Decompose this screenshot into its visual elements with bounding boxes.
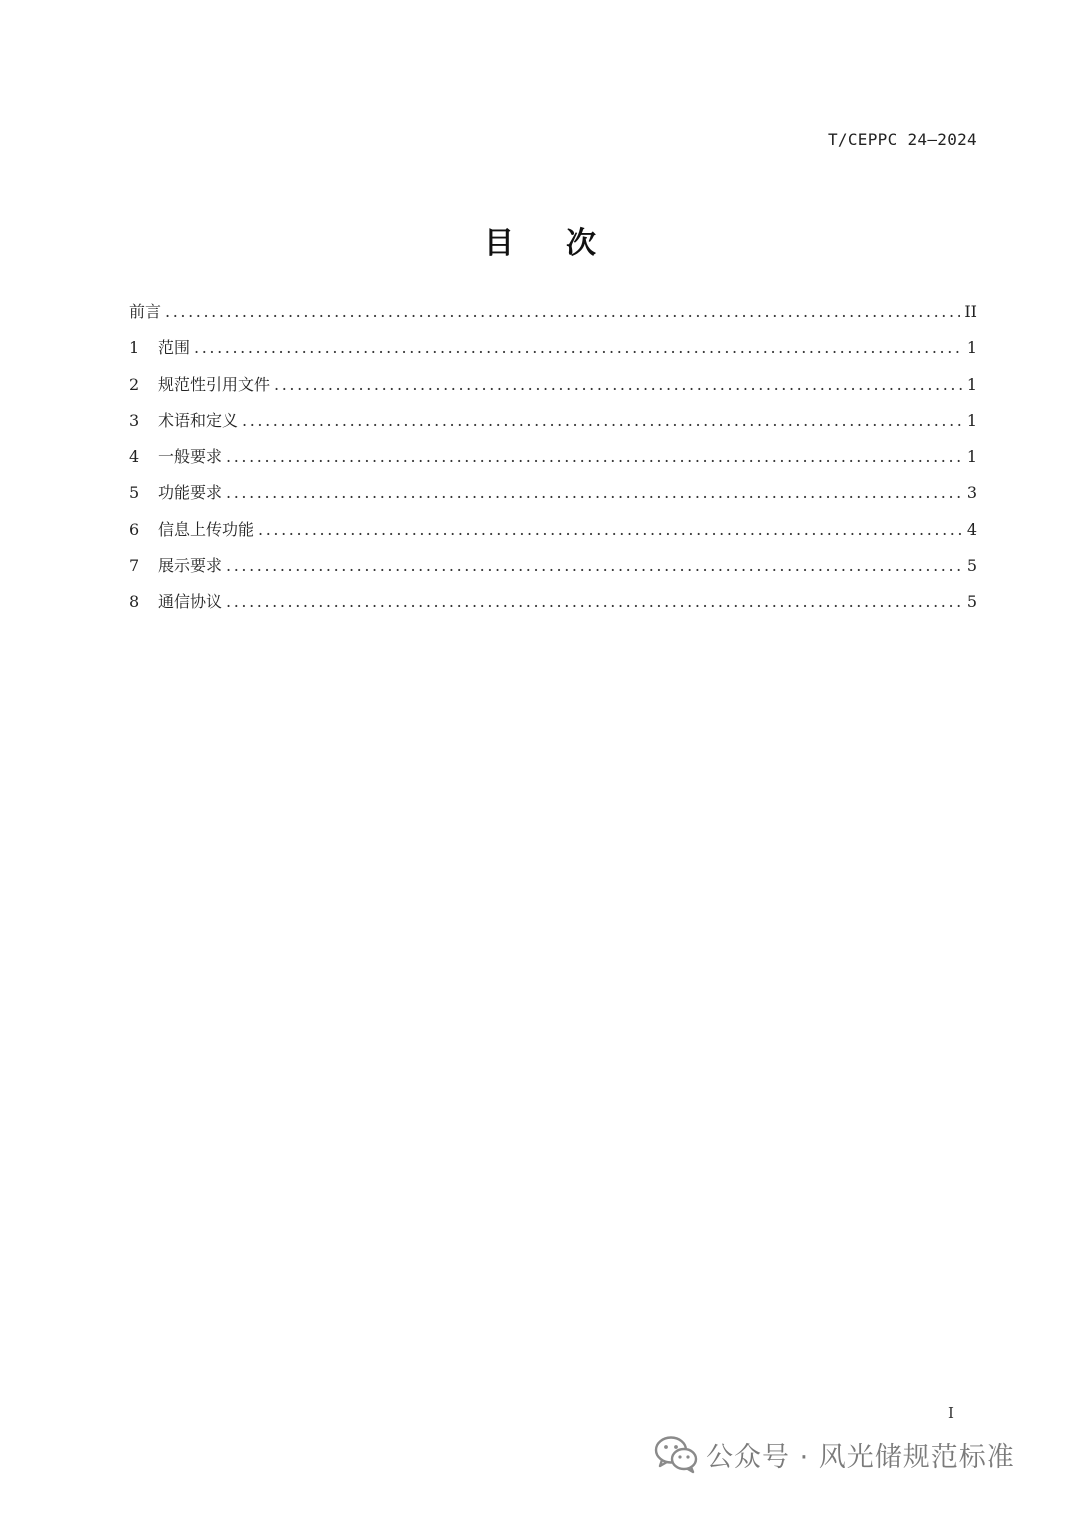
toc-leader-dots [165,294,960,330]
toc-entry-page: 4 [966,519,977,539]
toc-entry-general-requirements[interactable] [129,439,977,475]
toc-leader-dots [226,475,963,511]
toc-entry-page: 1 [966,374,977,394]
toc-entry-terms-definitions[interactable] [129,403,977,439]
toc-entry-label: 功能要求 [158,483,223,503]
toc-entry-number: 8 [129,592,140,612]
toc-entry-page: 1 [966,338,977,358]
toc-entry-page: 1 [966,410,977,430]
toc-entry-label: 前言 [129,302,162,321]
toc-entry-label: 展示要求 [158,556,223,576]
wechat-icon [654,1434,698,1474]
toc-entry-page: 1 [966,447,977,467]
page-number: I [948,1404,954,1422]
toc-title-part1: 目 [484,226,514,261]
toc-leader-dots [258,512,963,548]
toc-entry-page: II [964,302,977,321]
toc-leader-dots [226,584,963,620]
toc-entry-page: 3 [966,483,977,503]
toc-entry-number: 6 [129,519,140,539]
toc-entry-number: 2 [129,374,140,394]
toc-entry-number: 3 [129,410,140,430]
toc-entry-page: 5 [966,592,977,612]
toc-entry-normative-references[interactable] [129,367,977,403]
toc-entry-page: 5 [966,556,977,576]
toc-entry-label: 一般要求 [158,447,223,467]
toc-entry-number: 1 [129,338,140,358]
toc-list [129,294,977,621]
document-code: T/CEPPC 24—2024 [828,130,977,149]
toc-entry-functional-requirements[interactable] [129,475,977,511]
toc-entry-label: 范围 [158,338,191,358]
toc-entry-number: 4 [129,447,140,467]
toc-entry-display-requirements[interactable] [129,548,977,584]
toc-entry-scope[interactable] [129,330,977,366]
toc-leader-dots [274,367,963,403]
toc-entry-upload-function[interactable] [129,512,977,548]
toc-entry-label: 术语和定义 [158,410,239,430]
toc-entry-foreword[interactable] [129,294,977,330]
watermark [654,1434,1015,1474]
toc-entry-number: 5 [129,483,140,503]
toc-entry-label: 规范性引用文件 [158,374,271,394]
toc-leader-dots [226,439,963,475]
toc-entry-label: 通信协议 [158,592,223,612]
toc-title-part2: 次 [566,226,596,261]
toc-entry-number: 7 [129,556,140,576]
toc-title [0,218,1080,262]
toc-entry-communication-protocol[interactable] [129,584,977,620]
toc-leader-dots [194,330,963,366]
toc-entry-label: 信息上传功能 [158,519,255,539]
watermark-text: 公众号 · 风光储规范标准 [706,1441,1015,1473]
toc-leader-dots [242,403,963,439]
toc-leader-dots [226,548,963,584]
